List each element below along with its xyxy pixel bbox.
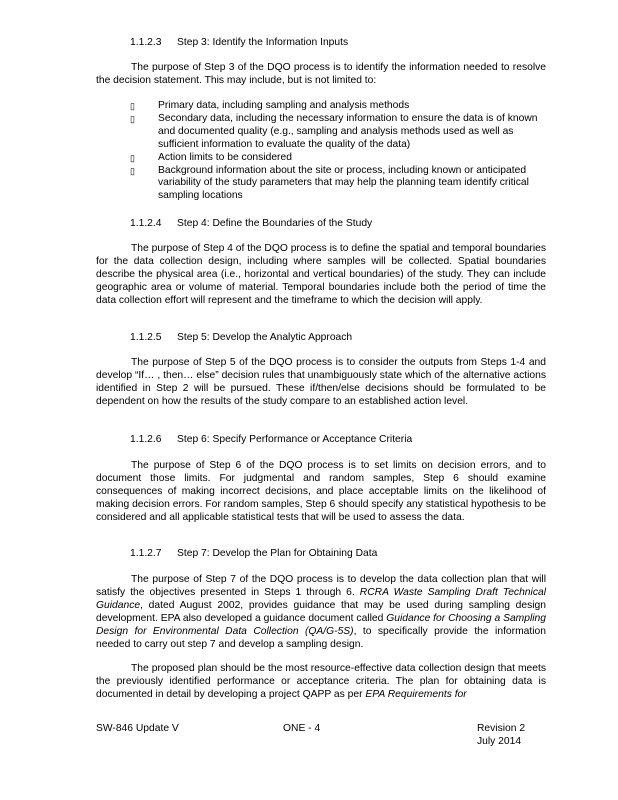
paragraph-step6: The purpose of Step 6 of the DQO process is to set limits on decision errors, and to document those limits. For judgmental and random samples, Step 6 should examine consequences of making incorrect decisions, and place acceptable limits on the likelihood of making decision errors. For random samples, Step 6 should specify any statistical hypothesis to be considered and all applicable statistical tests that will be used to assess the data. xyxy=(96,460,546,523)
section-title: Step 4: Define the Boundaries of the Study xyxy=(177,218,373,229)
section-heading-step7 xyxy=(130,548,377,559)
list-item-text: Primary data, including sampling and analysis methods xyxy=(158,100,410,111)
footer-revision: Revision 2 xyxy=(477,723,526,734)
paragraph-step5: The purpose of Step 5 of the DQO process is to consider the outputs from Steps 1-4 and develop “If… , then… else” decision rules that unambiguously state which of the alternative actions identified in Step 2 will be pursued. These if/then/else decisions should be formulated to be dependent on how the results of the study compare to an established action level. xyxy=(96,357,546,407)
section-title: Step 6: Specify Performance or Acceptance Criteria xyxy=(177,434,413,445)
document-title-epa-requirements: EPA Requirements for xyxy=(365,688,467,700)
list-item-text: Background information about the site or process, including known or anticipated variability of the study parameters that may help the planning team identify critical sampling locations xyxy=(158,164,529,202)
section-title: Step 7: Develop the Plan for Obtaining Data xyxy=(177,548,378,559)
list-item xyxy=(130,113,540,152)
section-heading-step5 xyxy=(130,332,352,343)
list-item xyxy=(130,165,540,204)
section-number: 1.1.2.7 xyxy=(130,548,162,559)
bullet-icon: ▯ xyxy=(130,165,135,176)
section-number: 1.1.2.6 xyxy=(130,434,162,445)
list-item xyxy=(130,152,540,165)
document-title-rcra: RCRA Waste Sampling Draft Technical Guidance xyxy=(96,586,546,611)
list-item xyxy=(130,100,540,113)
footer-date: July 2014 xyxy=(477,736,522,747)
text-run: The purpose of Step 7 of the DQO process is to develop the data collection plan that will satisfy the objectives presented in Steps 1 through 6. xyxy=(96,574,546,598)
bullet-icon: ▯ xyxy=(130,152,135,163)
paragraph-step7-a xyxy=(96,574,546,651)
document-title-qa-g5s: Guidance for Choosing a Sampling Design for Environmental Data Collection (QA/G-5S) xyxy=(96,612,546,637)
section-title: Step 5: Develop the Analytic Approach xyxy=(177,332,353,343)
section-title: Step 3: Identify the Information Inputs xyxy=(177,37,349,48)
section-number: 1.1.2.3 xyxy=(130,37,162,48)
text-run: The proposed plan should be the most resource-effective data collection design that meets the previously identified performance or acceptance criteria. The plan for obtaining data is documented in detail by developing a project QAPP as per xyxy=(96,663,546,700)
list-item-text: Action limits to be considered xyxy=(158,151,292,163)
section-heading-step3 xyxy=(130,37,348,48)
text-run: , to specifically provide the information needed to carry out step 7 and develop a sampling design. xyxy=(96,625,546,650)
paragraph-step7-b xyxy=(96,663,546,702)
section-number: 1.1.2.4 xyxy=(130,218,162,229)
text-run: , dated August 2002, provides guidance that may be used during sampling design development. EPA also developed a guidance document called xyxy=(96,599,546,624)
section-heading-step6 xyxy=(130,434,412,445)
footer-page-number: ONE - 4 xyxy=(283,723,321,734)
information-inputs-list xyxy=(130,100,540,203)
bullet-icon: ▯ xyxy=(130,101,135,111)
list-item-text: Secondary data, including the necessary information to ensure the data is of known and documented quality (e.g., sampling and analysis methods used as well as sufficient information to evaluate the quality of the data) xyxy=(158,112,538,150)
footer-document-id: SW-846 Update V xyxy=(96,723,179,734)
paragraph-step4: The purpose of Step 4 of the DQO process is to define the spatial and temporal boundaries for the data collection design, including where samples will be collected. Spatial boundaries describe the physical area (i.e., horizontal and vertical boundaries) of the study. They can include geographic area or volume of material. Temporal boundaries include both the period of time the data collection effort will represent and the timeframe to which the decision will apply. xyxy=(96,243,546,306)
bullet-icon: ▯ xyxy=(130,113,135,124)
section-number: 1.1.2.5 xyxy=(130,332,162,343)
section-heading-step4 xyxy=(130,218,372,229)
paragraph-step3-intro: The purpose of Step 3 of the DQO process is to identify the information needed to resolve the decision statement. This may include, but is not limited to: xyxy=(96,62,546,86)
